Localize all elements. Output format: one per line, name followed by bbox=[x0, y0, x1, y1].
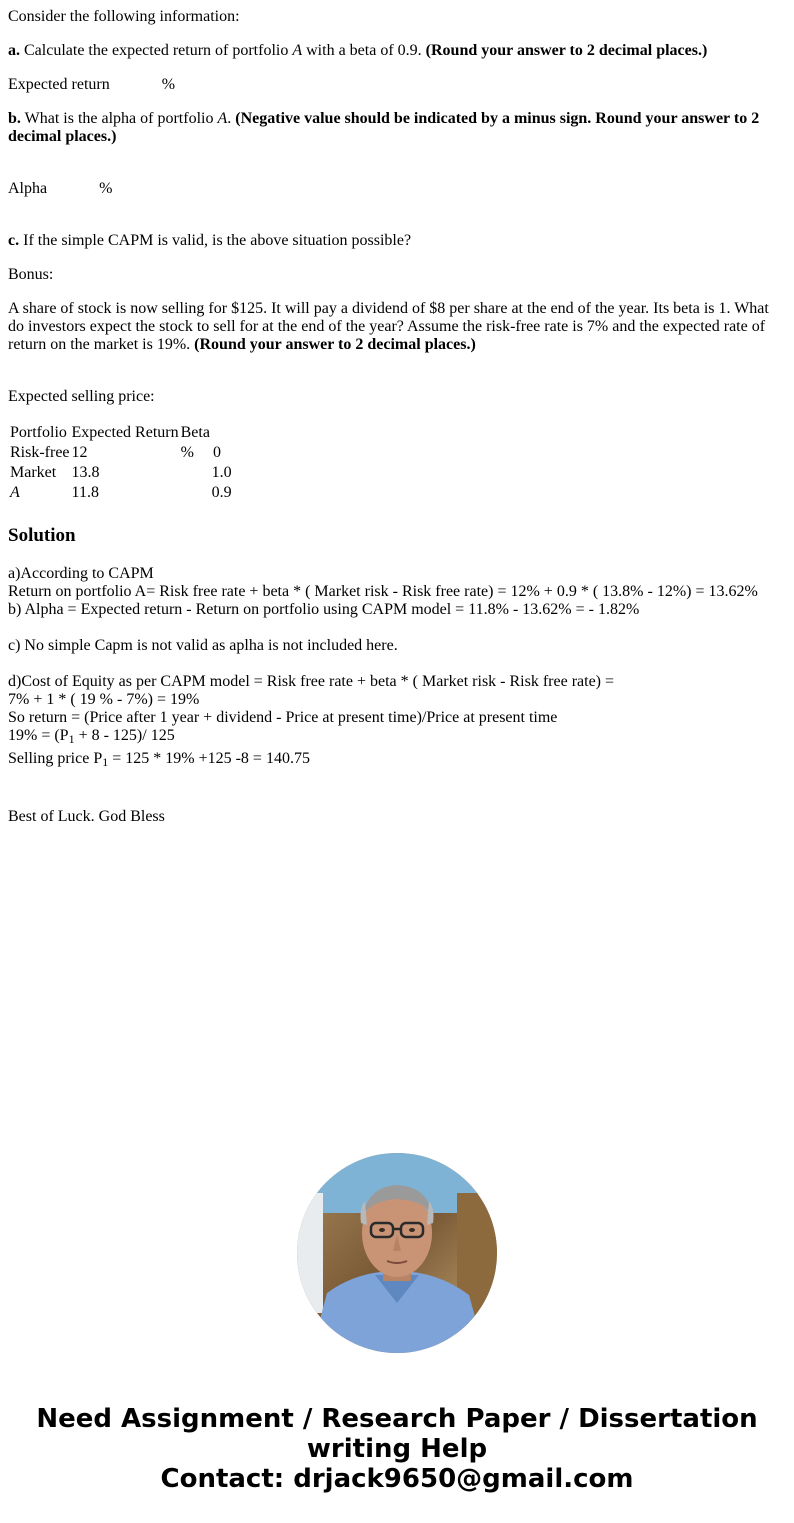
table-cell-beta bbox=[181, 444, 232, 462]
solution-d-line4-pre: 19% = (P bbox=[8, 727, 69, 744]
question-a-label: a. bbox=[8, 42, 20, 59]
solution-c-line: c) No simple Capm is not valid as aplha is not included here. bbox=[8, 637, 398, 654]
table-cell-unit: % bbox=[180, 444, 194, 461]
table-cell-portfolio-name: A bbox=[10, 484, 20, 501]
question-c bbox=[8, 232, 411, 250]
table-cell-beta bbox=[181, 484, 232, 502]
table-cell-portfolio: Market bbox=[10, 464, 57, 481]
question-a bbox=[8, 42, 707, 60]
footer-line1: Need Assignment / Research Paper / Dissertation bbox=[36, 1404, 758, 1434]
bonus-label: Bonus: bbox=[8, 266, 54, 283]
table-row bbox=[10, 444, 232, 462]
table-cell-beta-value: 0 bbox=[212, 444, 221, 461]
table-row bbox=[10, 464, 232, 482]
solution-d-line5-pre: Selling price P bbox=[8, 750, 103, 767]
table-cell-return: 11.8 bbox=[71, 484, 99, 501]
question-b-instruction: (Negative value should be indicated by a minus sign. Round your answer to 2 bbox=[235, 110, 760, 127]
alpha-label: Alpha bbox=[8, 180, 48, 197]
table-row bbox=[10, 484, 232, 502]
question-a-instruction: (Round your answer to 2 decimal places.) bbox=[425, 42, 708, 59]
footer-contact bbox=[0, 1404, 794, 1494]
table-header-return: Expected Return bbox=[71, 424, 179, 441]
selling-price-label: Expected selling price: bbox=[8, 388, 155, 405]
portfolio-table bbox=[8, 422, 234, 504]
table-header-beta: Beta bbox=[180, 424, 210, 441]
solution-d-line1: d)Cost of Equity as per CAPM model = Risk free rate + beta * ( Market risk - Risk free rate) = bbox=[8, 673, 615, 690]
table-header-portfolio: Portfolio bbox=[10, 424, 67, 441]
table-cell-return: 12 bbox=[71, 444, 88, 461]
table-cell-beta-value: 1.0 bbox=[211, 464, 232, 481]
question-b bbox=[8, 110, 759, 128]
solution-d-line3: So return = (Price after 1 year + dividend - Price at present time)/Price at present time bbox=[8, 709, 558, 726]
question-a-text-after: with a beta of 0.9. bbox=[302, 42, 426, 59]
expected-return-unit: % bbox=[161, 76, 176, 93]
question-a-portfolio: A bbox=[292, 42, 303, 59]
alpha-field bbox=[8, 180, 112, 198]
solution-d-line5-post: = 125 * 19% +125 -8 = 140.75 bbox=[108, 750, 310, 767]
solution-d-line4-post: + 8 - 125)/ 125 bbox=[74, 727, 175, 744]
author-photo-icon bbox=[297, 1153, 497, 1353]
alpha-unit: % bbox=[99, 180, 113, 197]
table-cell-portfolio: Risk-free bbox=[10, 444, 70, 461]
question-b-instruction-line2: decimal places.) bbox=[8, 128, 117, 145]
solution-heading: Solution bbox=[8, 525, 76, 546]
footer-line2: writing Help bbox=[306, 1434, 488, 1464]
bonus-line1: A share of stock is now selling for $125. It will pay a dividend of $8 per share at the end of the year. Its beta is 1. What bbox=[8, 300, 769, 317]
table-header-row bbox=[10, 424, 232, 442]
solution-d-line5-sub: 1 bbox=[102, 755, 109, 769]
solution-d-line2: 7% + 1 * ( 19 % - 7%) = 19% bbox=[8, 691, 200, 708]
solution-a-line1: a)According to CAPM bbox=[8, 565, 154, 582]
question-b-label: b. bbox=[8, 110, 21, 127]
table-cell-beta-value: 0.9 bbox=[211, 484, 232, 501]
question-a-text-before: Calculate the expected return of portfolio bbox=[24, 42, 293, 59]
bonus-instruction: (Round your answer to 2 decimal places.) bbox=[194, 336, 476, 353]
intro-text: Consider the following information: bbox=[8, 8, 240, 25]
question-c-text: If the simple CAPM is valid, is the above situation possible? bbox=[23, 232, 412, 249]
question-c-label: c. bbox=[8, 232, 20, 249]
bonus-line2: do investors expect the stock to sell for at the end of the year? Assume the risk-free rate is 7% and the expected rate of bbox=[8, 318, 766, 335]
question-b-text-after: . bbox=[227, 110, 236, 127]
solution-a-line2: Return on portfolio A= Risk free rate + beta * ( Market risk - Risk free rate) = 12% + 0.9 * ( 13.8% - 12%) = 13.62% bbox=[8, 583, 758, 600]
expected-return-field bbox=[8, 76, 175, 94]
solution-d-line4-sub: 1 bbox=[68, 732, 75, 746]
bonus-line3-text: return on the market is 19%. bbox=[8, 336, 195, 353]
solution-d-line5 bbox=[8, 750, 310, 768]
solution-d-line4 bbox=[8, 727, 175, 745]
footer-line3: Contact: drjack9650@gmail.com bbox=[160, 1464, 634, 1494]
bonus-line3 bbox=[8, 336, 476, 354]
question-b-portfolio: A bbox=[217, 110, 228, 127]
closing-text: Best of Luck. God Bless bbox=[8, 808, 165, 825]
question-b-text-before: What is the alpha of portfolio bbox=[24, 110, 218, 127]
author-avatar bbox=[297, 1153, 497, 1353]
table-cell-portfolio bbox=[10, 484, 70, 502]
table-cell-return: 13.8 bbox=[71, 464, 100, 481]
solution-b-line: b) Alpha = Expected return - Return on portfolio using CAPM model = 11.8% - 13.62% = - 1.82% bbox=[8, 601, 640, 618]
expected-return-label: Expected return bbox=[8, 76, 110, 93]
table-cell-beta bbox=[181, 464, 232, 482]
question-b-instruction-cont bbox=[8, 128, 116, 146]
